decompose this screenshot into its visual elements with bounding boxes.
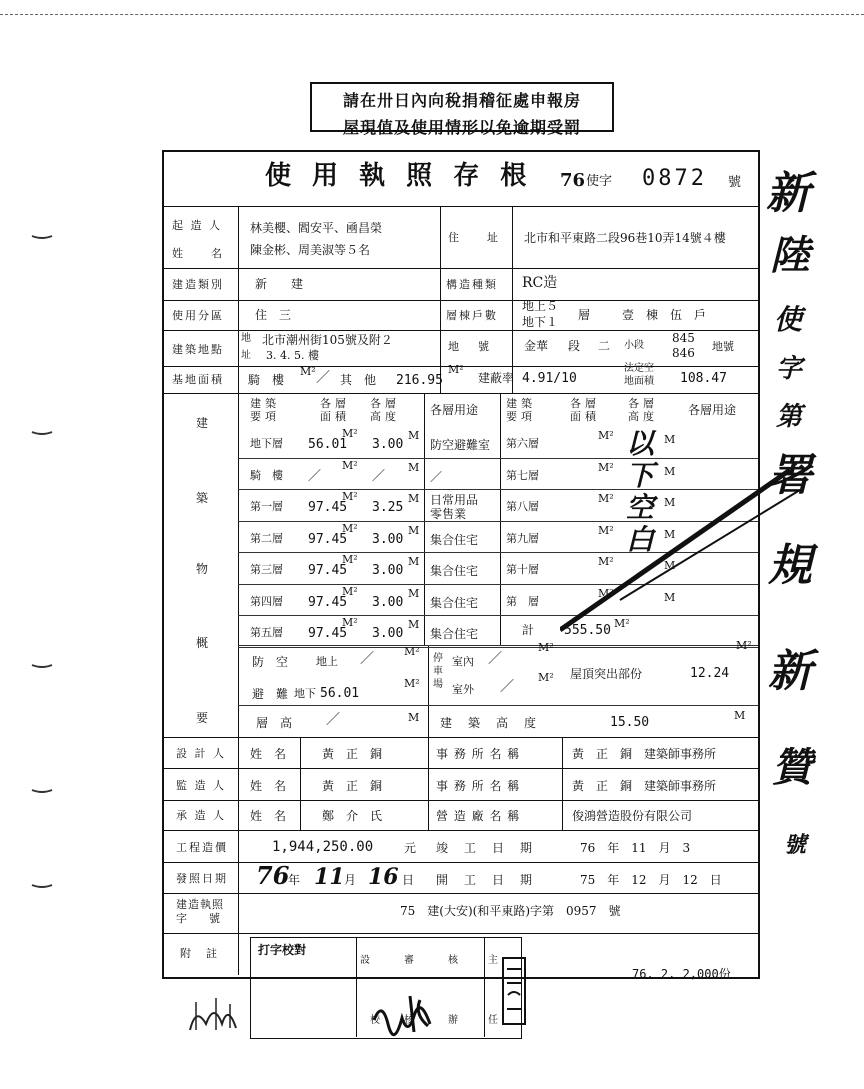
hdr-item-2: 要項 [250,410,280,423]
start-label: 開 工 日 期 [436,873,535,887]
floor-height-unit-right: M [664,496,676,509]
corner-seal [186,992,242,1036]
floor-area-unit-right: M² [598,523,614,537]
hdr-item-r-2: 要項 [506,410,536,423]
issue-month: 11 [314,864,345,890]
notice-line-2: 屋現值及使用情形以免逾期受罰 [342,118,581,137]
base-area-label: 基地面積 [172,373,224,386]
floor-area: 97.45 [308,500,348,515]
arcade-unit: M² [300,365,316,378]
lower-rule-2 [238,705,758,706]
margin-char-10: 號 [784,832,807,858]
supervisor-label: 監 造 人 [176,779,226,792]
rule [162,830,758,831]
lot-xiaoduan: 小段 [624,340,644,351]
floor-area-unit: M² [342,490,358,503]
hdr-area-r-2: 面積 [570,410,600,423]
floor-height-unit: M [408,429,420,442]
total-unit: M² [614,617,630,630]
floor-height-unit: M [408,555,420,568]
floor-use: 集合住宅 [430,564,479,578]
hdr-area-1: 各層 [320,397,350,410]
stamp-bottom-3: 辦 [448,1015,458,1026]
hw-char-4: 白 [625,523,654,556]
signature-scribble [370,990,440,1038]
permit-ref-label-1: 建造執照 [176,898,224,911]
floor-rule [238,458,758,459]
structure-label: 構造種類 [446,278,498,291]
mid-divider-2 [512,206,513,393]
rule [162,330,758,331]
zoning-value: 住 三 [255,308,292,322]
floor-area-unit: M² [342,584,358,598]
evac-below-value: 56.01 [320,686,360,701]
cost-unit: 元 [404,841,417,855]
floor-name: 第四層 [250,594,283,608]
floor-name: 地下層 [250,437,283,450]
supervisor-office: 黃 正 銅 建築師事務所 [572,779,717,793]
contractor-name: 鄭 介 氏 [322,809,383,823]
floor-area-unit-right: M² [598,429,614,442]
address-label: 住 址 [448,231,500,244]
issue-year: 76 [256,861,290,890]
hdr-height-r-2: 高度 [628,410,658,423]
hw-char-1: 以 [625,427,654,460]
remarks-label: 附 註 [180,947,219,960]
applicant-label-2: 姓 名 [172,247,224,260]
hdr-height-2: 高度 [370,410,400,423]
floor-name: 第三層 [250,563,283,576]
build-type-value: 新 建 [255,277,304,291]
seal-stamp [500,955,530,1030]
floor-height-unit-right: M [664,590,676,604]
designer-label: 設 計 人 [176,747,226,760]
floors-count: 壹 棟 伍 戶 [622,308,707,322]
mid-divider [440,206,441,393]
floor-area-unit: M² [342,427,358,440]
structure-value: RC造 [522,275,558,291]
rule [162,737,758,738]
shelter-label: 防 空 [252,655,289,669]
legal-value: 108.47 [680,371,727,386]
lot-label-2: 號 [478,340,491,353]
floor-use: 集合住宅 [430,532,479,547]
margin-stamp [762,168,862,872]
margin-char-4: 字 [776,354,803,384]
site-address-2: 3. 4. 5. 樓 [266,349,319,362]
rule [162,893,758,894]
floor-height: 3.00 [372,437,404,452]
floor-area: 97.45 [308,626,348,641]
floor-height: 3.00 [372,563,404,578]
lot-duan-no: 二 [598,339,611,353]
rule [162,268,758,269]
left-scan-marks [28,200,58,900]
applicant-label-1: 起 造 人 [172,219,222,232]
side-label-3: 物 [196,562,211,576]
person-divider [300,737,301,830]
notice-line-1: 請在卅日內向稅捐稽征處申報房 [342,91,581,110]
bldg-divider-2 [500,393,501,645]
rule [162,800,758,801]
permit-ref-label-2: 字 號 [176,912,220,925]
side-label-4: 概 [196,636,211,650]
lot-duan: 段 [568,339,581,353]
floor-use: 集合住宅 [430,627,479,641]
evac-below-label: 地下 [294,687,316,700]
margin-char-8: 新 [768,646,812,697]
hdr-height-1: 各層 [370,397,400,410]
margin-char-6: 署 [768,450,812,501]
parking-label: 停 車 場 [433,653,443,690]
stamp-col-4: 主 [488,955,498,966]
issue-month-char: 月 [344,873,357,887]
stamp-bottom-1: 校 [370,1015,380,1026]
floor-name: 第五層 [250,626,283,639]
margin-char-9: 贊 [772,744,812,791]
floor-height-unit-right: M [664,433,676,446]
margin-char-2: 陸 [770,232,810,279]
rule [162,768,758,769]
hdr-use: 各層用途 [430,403,479,417]
supervisor-name-label: 姓 名 [250,779,287,793]
other-value: 216.95 [396,373,443,388]
contractor-name-label: 姓 名 [250,809,287,823]
floor-area-unit-right: M² [598,555,614,568]
person-divider-2 [428,737,429,830]
site-sub-1: 地 [241,333,251,344]
floor-name-right: 第十層 [506,563,539,576]
margin-char-7: 規 [768,540,812,591]
floor-height-unit-right: M [664,527,676,541]
completed-label: 竣 工 日 期 [436,841,535,855]
issue-year-char: 年 [288,873,301,887]
parking-in-unit: M² [538,641,554,654]
floors-above: 地上５ [522,299,559,313]
parking-out-unit: M² [538,671,554,684]
other-unit: M² [448,363,464,376]
floor-height: ／ [372,468,386,484]
cost-label: 工程造價 [176,841,228,854]
person-divider-3 [562,737,563,830]
legal-label-2: 地面積 [624,376,654,387]
rule [162,862,758,863]
floor-use: 防空避難室 [430,438,491,452]
contractor-firm: 俊鴻營造股份有限公司 [572,809,693,823]
hw-char-3: 空 [625,491,654,524]
designer-office: 黃 正 銅 建築師事務所 [572,747,717,761]
total-height-unit: M [734,709,746,722]
lot-label-1: 地 [448,340,461,353]
roof-unit: M² [736,639,752,652]
floor-area: 56.01 [308,437,348,452]
coverage-label: 建蔽率 [478,371,515,385]
floor-name: 騎 樓 [250,468,283,482]
floor-name-right: 第六層 [506,437,539,450]
floor-area-unit-right: M² [598,586,614,600]
floor-name: 第二層 [250,531,283,545]
floor-height: 3.00 [372,531,404,547]
designer-name-label: 姓 名 [250,747,287,761]
floor-height-unit: M [408,523,420,537]
shelter-above-label: 地上 [316,655,338,668]
side-label-1: 建 [196,416,211,430]
issue-day-char: 日 [402,873,415,887]
stamp-col-3: 核 [448,955,458,966]
contractor-label: 承 造 人 [176,809,226,822]
issue-day: 16 [368,864,399,890]
roof-value: 12.24 [690,666,730,681]
rule [162,393,758,394]
permit-ref-value: 75 建(大安)(和平東路)字第 0957 號 [400,904,621,918]
start-value: 75 年 12 月 12 日 [580,873,722,887]
lot-number-1: 845 [672,331,695,345]
parking-out-label: 室外 [452,683,474,696]
permit-suffix: 號 [728,175,742,190]
arcade-label: 騎 樓 [248,373,285,387]
lot-suffix: 地號 [712,340,734,353]
stamp-col-2: 審 [404,955,414,966]
floors-layer-word: 層 [578,308,591,322]
floor-name-right: 第九層 [506,531,539,545]
shelter-above-value: ／ [360,651,374,667]
floor-height: 3.00 [372,626,404,641]
designer-office-label: 事 務 所 名 稱 [436,747,521,761]
hdr-height-r-1: 各層 [628,397,658,410]
lot-number-2: 846 [672,346,695,360]
coverage-value: 4.91/10 [522,371,577,386]
total-height-label: 建 築 高 度 [440,716,539,730]
parking-in-value: ／ [488,651,502,667]
height-row-value: ／ [326,712,340,728]
floor-area-unit: M² [342,553,358,566]
floor-area-unit: M² [342,521,358,535]
floor-name-right: 第七層 [506,468,539,482]
build-type-label: 建造類別 [172,278,224,291]
zoning-label: 使用分區 [172,309,224,322]
site-address-1: 北市潮州街105號及附２ [262,333,393,347]
margin-char-1: 新 [766,168,810,219]
total-value: 555.50 [564,623,611,638]
floor-area: 97.45 [308,563,348,578]
floor-name: 第一層 [250,500,283,513]
applicant-names-1: 林美櫻、閻安平、凾昌榮 [250,221,383,235]
contractor-firm-label: 營 造 廠 名 稱 [436,809,521,823]
floor-use: ／ [430,469,443,484]
floor-name-right: 第八層 [506,500,539,513]
floor-name-right: 第 層 [506,594,539,608]
height-row-unit: M [408,711,420,724]
site-label: 建築地點 [172,343,224,356]
form-title: 使 用 執 照 存 根 [265,161,533,191]
floor-height-unit: M [408,618,420,631]
supervisor-office-label: 事 務 所 名 稱 [436,779,521,793]
floor-area-unit: M² [342,458,358,472]
stamp-bottom-2: 核 [404,1015,414,1026]
applicant-names-2: 陳金彬、周美淑等５名 [250,243,371,257]
floor-height: 3.25 [372,500,404,515]
total-height-value: 15.50 [610,715,650,730]
supervisor-name: 黃 正 銅 [322,779,383,793]
floor-height-unit: M [408,586,420,600]
hdr-use-r: 各層用途 [688,403,737,417]
floor-area: 97.45 [308,531,348,547]
rule [162,300,758,301]
proof-label: 打字校對 [258,943,307,957]
height-row-label: 層 高 [256,716,293,730]
designer-name: 黃 正 銅 [322,747,383,761]
roof-label: 屋頂突出部份 [570,667,643,681]
shelter-unit: M² [404,645,420,658]
parking-in-label: 室內 [452,655,474,668]
total-label: 計 [522,623,535,637]
floor-area-unit-right: M² [598,460,614,474]
floor-area-unit-right: M² [598,492,614,505]
floor-height-unit: M [408,460,420,474]
proof-divider [356,937,357,1037]
hdr-item-r-1: 建築 [506,397,536,410]
side-label-5: 要 [196,711,211,725]
permit-type: 使字 [586,174,613,189]
evac-unit: M² [404,677,420,690]
lot-section: 金華 [524,339,549,353]
site-sub-2: 址 [241,350,251,361]
completed-value: 76 年 11 月 3 [580,841,691,855]
margin-char-3: 使 [774,303,803,336]
margin-char-5: 第 [776,402,803,432]
side-label-2: 築 [196,491,211,505]
floors-below: 地下１ [522,315,559,329]
parking-out-value: ／ [500,679,514,695]
rule [162,933,758,934]
hdr-item-1: 建築 [250,397,280,410]
rule [162,206,758,207]
stamp-col-1: 設 [360,955,370,966]
hdr-area-2: 面積 [320,410,350,423]
floors-label: 層棟戶數 [446,309,498,322]
print-note: 76. 2. 2,000份 [632,967,731,981]
floor-area: ／ [308,468,322,484]
address-value: 北市和平東路二段96巷10弄14號４樓 [524,231,726,245]
floor-height-unit: M [408,492,420,505]
label-divider [238,206,239,975]
floor-area-unit: M² [342,616,358,629]
floor-area: 97.45 [308,594,348,610]
bldg-divider [424,393,425,645]
legal-label-1: 法定空 [624,363,654,374]
permit-number: 0872 [642,166,707,191]
permit-year: 76 [560,170,586,191]
stamp-bottom-4: 任 [488,1015,498,1026]
scan-edge [0,14,864,15]
cost-value: 1,944,250.00 [272,839,374,855]
evac-label: 避 難 [252,687,289,701]
hdr-area-r-1: 各層 [570,397,600,410]
issue-label: 發照日期 [176,872,228,885]
tax-notice-stamp [310,82,614,137]
floor-height-unit-right: M [664,559,676,572]
floor-use: 日常用品 零售業 [430,493,479,521]
hw-char-2: 下 [625,459,654,492]
floor-height-unit-right: M [664,464,676,478]
lower-divider [428,645,429,737]
other-label: 其 他 [340,373,377,387]
floor-height: 3.00 [372,594,404,610]
arcade-slash: ／ [316,370,330,386]
floor-use: 集合住宅 [430,595,479,610]
proof-divider-2 [484,937,485,1037]
